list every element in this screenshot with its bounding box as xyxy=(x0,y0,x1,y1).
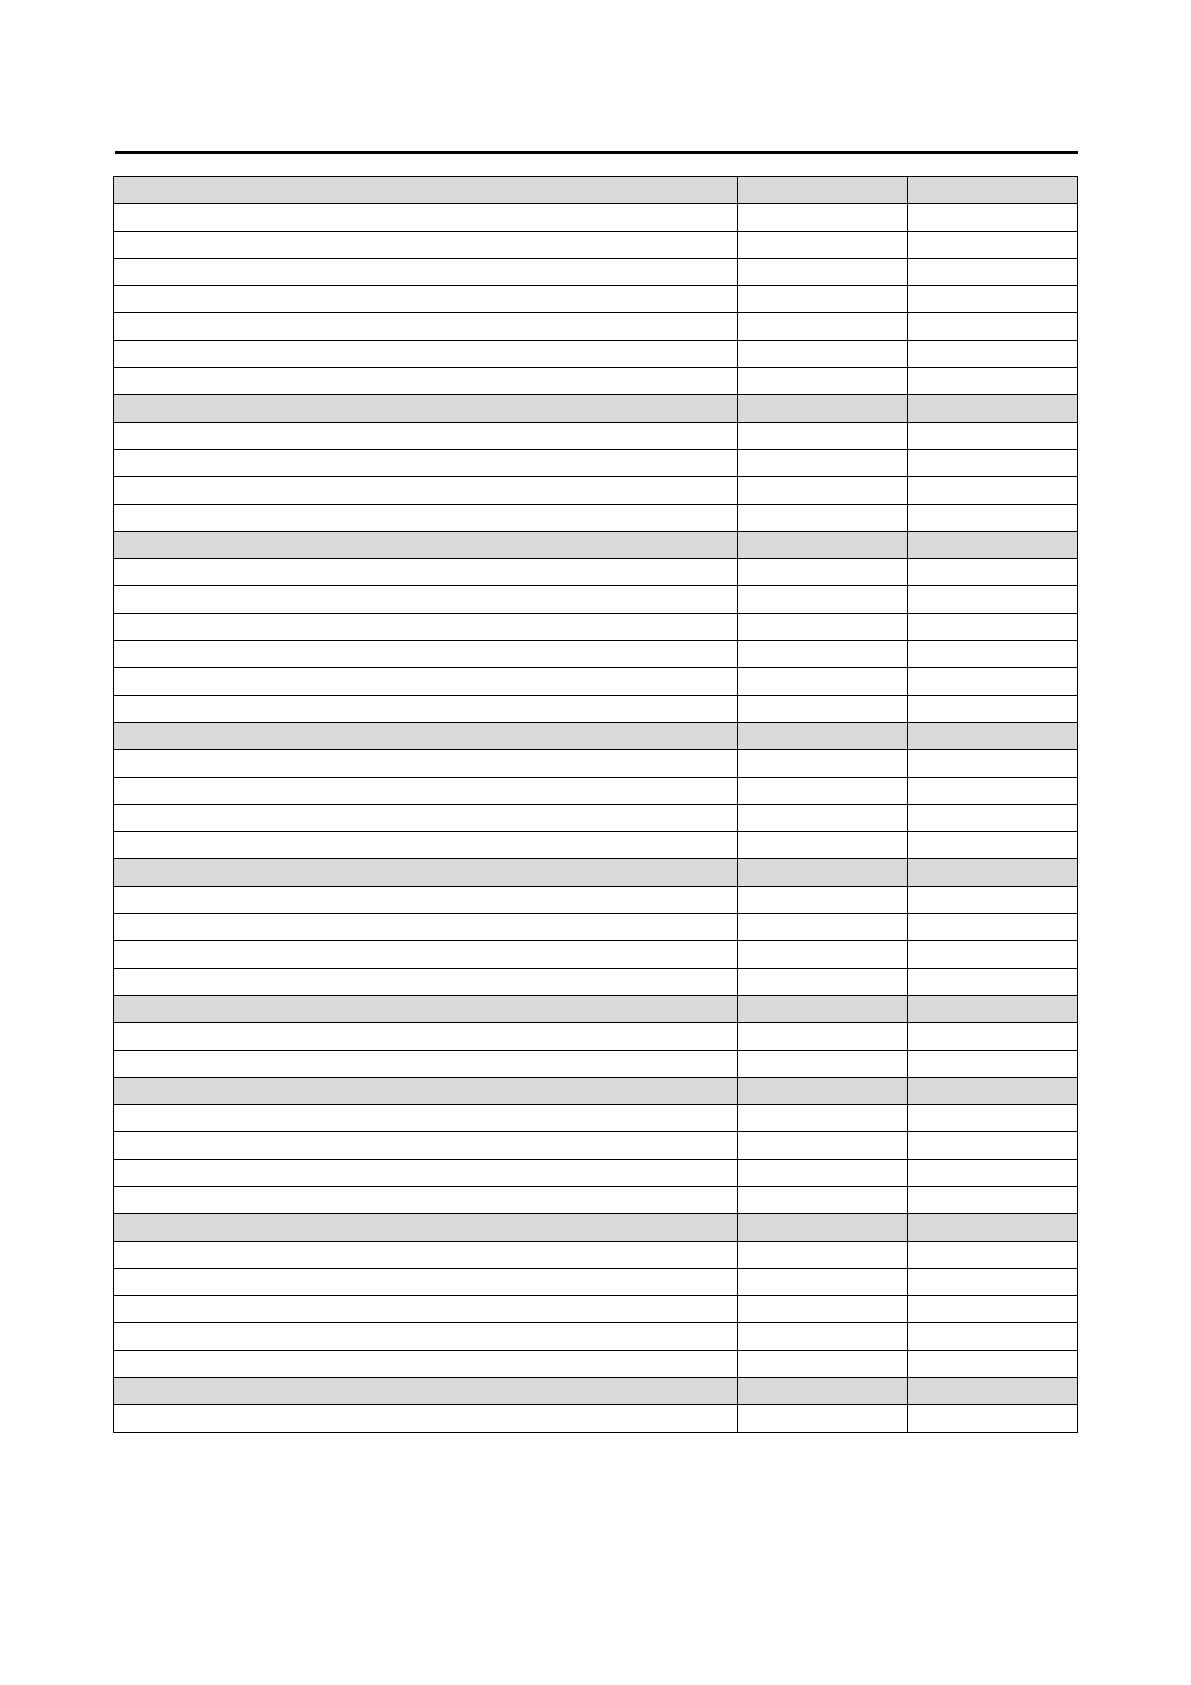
row-cell-3 xyxy=(908,1186,1078,1213)
table-row xyxy=(114,1023,1078,1050)
table-row xyxy=(114,258,1078,285)
row-cell-1 xyxy=(114,1159,738,1186)
section-cell-3 xyxy=(908,177,1078,204)
row-cell-3 xyxy=(908,1350,1078,1377)
section-cell-3 xyxy=(908,1214,1078,1241)
row-cell-2 xyxy=(738,231,908,258)
table-row xyxy=(114,1323,1078,1350)
section-cell-2 xyxy=(738,1077,908,1104)
row-cell-2 xyxy=(738,914,908,941)
row-cell-1 xyxy=(114,422,738,449)
section-header-row xyxy=(114,995,1078,1022)
row-cell-3 xyxy=(908,1159,1078,1186)
row-cell-2 xyxy=(738,1323,908,1350)
table-row xyxy=(114,641,1078,668)
section-cell-3 xyxy=(908,1077,1078,1104)
row-cell-1 xyxy=(114,1323,738,1350)
row-cell-2 xyxy=(738,477,908,504)
row-cell-3 xyxy=(908,804,1078,831)
row-cell-2 xyxy=(738,886,908,913)
table-row xyxy=(114,886,1078,913)
row-cell-3 xyxy=(908,1023,1078,1050)
table-row xyxy=(114,1350,1078,1377)
row-cell-3 xyxy=(908,449,1078,476)
row-cell-3 xyxy=(908,1323,1078,1350)
table-row xyxy=(114,1186,1078,1213)
row-cell-2 xyxy=(738,1050,908,1077)
table-row xyxy=(114,204,1078,231)
row-cell-1 xyxy=(114,504,738,531)
row-cell-3 xyxy=(908,477,1078,504)
row-cell-2 xyxy=(738,695,908,722)
row-cell-3 xyxy=(908,968,1078,995)
section-cell-2 xyxy=(738,177,908,204)
section-cell-2 xyxy=(738,395,908,422)
table-row xyxy=(114,1241,1078,1268)
section-header-row xyxy=(114,859,1078,886)
section-cell-1 xyxy=(114,1378,738,1405)
section-header-row xyxy=(114,1378,1078,1405)
table-row xyxy=(114,695,1078,722)
section-header-row xyxy=(114,177,1078,204)
row-cell-2 xyxy=(738,641,908,668)
row-cell-3 xyxy=(908,1241,1078,1268)
row-cell-2 xyxy=(738,832,908,859)
row-cell-2 xyxy=(738,968,908,995)
row-cell-2 xyxy=(738,1241,908,1268)
section-cell-2 xyxy=(738,531,908,558)
row-cell-3 xyxy=(908,1105,1078,1132)
row-cell-2 xyxy=(738,613,908,640)
row-cell-1 xyxy=(114,1132,738,1159)
row-cell-1 xyxy=(114,641,738,668)
row-cell-2 xyxy=(738,204,908,231)
row-cell-3 xyxy=(908,914,1078,941)
table-row xyxy=(114,1132,1078,1159)
row-cell-3 xyxy=(908,422,1078,449)
row-cell-2 xyxy=(738,1105,908,1132)
row-cell-3 xyxy=(908,504,1078,531)
row-cell-3 xyxy=(908,641,1078,668)
row-cell-3 xyxy=(908,258,1078,285)
row-cell-3 xyxy=(908,695,1078,722)
table-row xyxy=(114,804,1078,831)
section-cell-3 xyxy=(908,859,1078,886)
section-cell-1 xyxy=(114,1214,738,1241)
row-cell-1 xyxy=(114,804,738,831)
row-cell-3 xyxy=(908,777,1078,804)
row-cell-1 xyxy=(114,449,738,476)
table-row xyxy=(114,968,1078,995)
section-header-row xyxy=(114,722,1078,749)
section-cell-2 xyxy=(738,1378,908,1405)
table-row xyxy=(114,449,1078,476)
row-cell-3 xyxy=(908,668,1078,695)
section-cell-1 xyxy=(114,1077,738,1104)
row-cell-1 xyxy=(114,340,738,367)
section-cell-1 xyxy=(114,722,738,749)
row-cell-1 xyxy=(114,559,738,586)
section-cell-1 xyxy=(114,531,738,558)
row-cell-2 xyxy=(738,340,908,367)
row-cell-1 xyxy=(114,1296,738,1323)
section-cell-1 xyxy=(114,859,738,886)
row-cell-1 xyxy=(114,1241,738,1268)
row-cell-2 xyxy=(738,941,908,968)
table-row xyxy=(114,1405,1078,1432)
section-header-row xyxy=(114,531,1078,558)
row-cell-1 xyxy=(114,1350,738,1377)
row-cell-1 xyxy=(114,668,738,695)
table-row xyxy=(114,559,1078,586)
row-cell-1 xyxy=(114,1105,738,1132)
row-cell-2 xyxy=(738,750,908,777)
row-cell-3 xyxy=(908,559,1078,586)
row-cell-2 xyxy=(738,1296,908,1323)
row-cell-2 xyxy=(738,504,908,531)
row-cell-2 xyxy=(738,422,908,449)
row-cell-3 xyxy=(908,886,1078,913)
table-row xyxy=(114,1296,1078,1323)
row-cell-1 xyxy=(114,1405,738,1432)
row-cell-3 xyxy=(908,586,1078,613)
section-cell-2 xyxy=(738,859,908,886)
row-cell-1 xyxy=(114,886,738,913)
row-cell-2 xyxy=(738,286,908,313)
section-cell-2 xyxy=(738,995,908,1022)
section-cell-3 xyxy=(908,395,1078,422)
row-cell-2 xyxy=(738,1268,908,1295)
row-cell-2 xyxy=(738,1023,908,1050)
table-row xyxy=(114,941,1078,968)
row-cell-2 xyxy=(738,1350,908,1377)
section-cell-2 xyxy=(738,722,908,749)
row-cell-3 xyxy=(908,368,1078,395)
row-cell-1 xyxy=(114,368,738,395)
row-cell-1 xyxy=(114,1023,738,1050)
section-cell-3 xyxy=(908,995,1078,1022)
row-cell-1 xyxy=(114,750,738,777)
table-body xyxy=(114,177,1078,1433)
row-cell-1 xyxy=(114,1050,738,1077)
table-row xyxy=(114,750,1078,777)
row-cell-3 xyxy=(908,1268,1078,1295)
row-cell-2 xyxy=(738,1186,908,1213)
table-row xyxy=(114,422,1078,449)
row-cell-1 xyxy=(114,1268,738,1295)
row-cell-2 xyxy=(738,668,908,695)
row-cell-3 xyxy=(908,1405,1078,1432)
section-cell-3 xyxy=(908,1378,1078,1405)
row-cell-1 xyxy=(114,777,738,804)
section-cell-1 xyxy=(114,995,738,1022)
row-cell-3 xyxy=(908,1050,1078,1077)
table-row xyxy=(114,1268,1078,1295)
section-cell-1 xyxy=(114,395,738,422)
row-cell-1 xyxy=(114,258,738,285)
row-cell-1 xyxy=(114,941,738,968)
section-cell-3 xyxy=(908,531,1078,558)
section-cell-1 xyxy=(114,177,738,204)
row-cell-3 xyxy=(908,313,1078,340)
row-cell-1 xyxy=(114,968,738,995)
row-cell-2 xyxy=(738,449,908,476)
row-cell-2 xyxy=(738,368,908,395)
row-cell-1 xyxy=(114,231,738,258)
row-cell-3 xyxy=(908,941,1078,968)
row-cell-2 xyxy=(738,1159,908,1186)
table-row xyxy=(114,586,1078,613)
section-cell-3 xyxy=(908,722,1078,749)
table-row xyxy=(114,914,1078,941)
table-row xyxy=(114,777,1078,804)
section-header-row xyxy=(114,395,1078,422)
row-cell-3 xyxy=(908,204,1078,231)
row-cell-2 xyxy=(738,777,908,804)
table-row xyxy=(114,313,1078,340)
row-cell-2 xyxy=(738,313,908,340)
row-cell-1 xyxy=(114,832,738,859)
row-cell-1 xyxy=(114,1186,738,1213)
row-cell-3 xyxy=(908,1132,1078,1159)
table-row xyxy=(114,832,1078,859)
table-row xyxy=(114,368,1078,395)
table-row xyxy=(114,231,1078,258)
row-cell-3 xyxy=(908,231,1078,258)
section-cell-2 xyxy=(738,1214,908,1241)
row-cell-2 xyxy=(738,559,908,586)
section-header-row xyxy=(114,1077,1078,1104)
row-cell-3 xyxy=(908,1296,1078,1323)
row-cell-3 xyxy=(908,750,1078,777)
row-cell-1 xyxy=(114,286,738,313)
table-row xyxy=(114,286,1078,313)
row-cell-3 xyxy=(908,286,1078,313)
row-cell-1 xyxy=(114,586,738,613)
row-cell-1 xyxy=(114,613,738,640)
row-cell-3 xyxy=(908,832,1078,859)
row-cell-1 xyxy=(114,477,738,504)
table-row xyxy=(114,477,1078,504)
row-cell-1 xyxy=(114,313,738,340)
blank-form-table xyxy=(113,176,1078,1433)
row-cell-2 xyxy=(738,1405,908,1432)
row-cell-2 xyxy=(738,258,908,285)
table-row xyxy=(114,668,1078,695)
row-cell-1 xyxy=(114,914,738,941)
table-row xyxy=(114,1050,1078,1077)
section-header-row xyxy=(114,1214,1078,1241)
row-cell-3 xyxy=(908,340,1078,367)
top-rule xyxy=(115,151,1078,154)
row-cell-2 xyxy=(738,586,908,613)
row-cell-2 xyxy=(738,804,908,831)
row-cell-1 xyxy=(114,695,738,722)
table-row xyxy=(114,613,1078,640)
row-cell-2 xyxy=(738,1132,908,1159)
table-row xyxy=(114,1105,1078,1132)
table-row xyxy=(114,1159,1078,1186)
table-row xyxy=(114,340,1078,367)
table-row xyxy=(114,504,1078,531)
row-cell-1 xyxy=(114,204,738,231)
row-cell-3 xyxy=(908,613,1078,640)
